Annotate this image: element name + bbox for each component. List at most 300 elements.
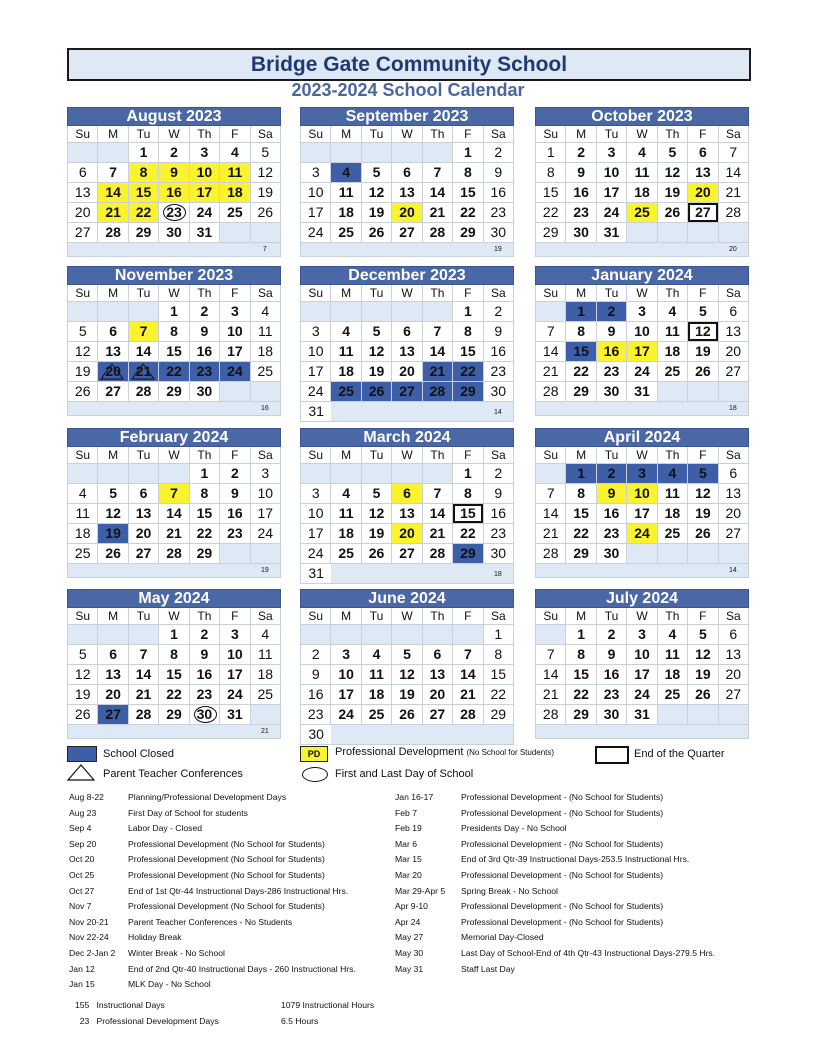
event-date: Oct 20 [69,854,95,865]
weekday-header: W [159,447,188,463]
day-cell: 16 [566,183,595,202]
weekday-header: Sa [719,447,748,463]
weekday-header: Sa [484,447,513,463]
day-cell: 20 [129,524,158,543]
month-calendar [67,266,281,416]
month-footer [67,243,281,257]
weekday-header: Tu [362,126,391,142]
day-cell: 18 [627,183,656,202]
day-cell: 4 [658,625,687,644]
month-footer [67,402,281,416]
day-cell: 11 [251,322,280,341]
month-instructional-count: 20 [728,246,737,253]
day-cell: 23 [220,524,249,543]
day-cell: 2 [484,302,513,321]
day-cell: 23 [159,203,188,222]
day-cell: 2 [220,464,249,483]
empty-cell [220,223,249,242]
month-title: December 2023 [300,266,514,285]
day-cell: 21 [536,524,565,543]
day-cell: 13 [423,665,452,684]
event-description: Professional Development (No School for Students) [128,870,325,880]
day-cell: 19 [68,685,97,704]
day-cell: 31 [301,564,331,583]
day-cell: 14 [536,504,565,523]
month-grid [535,608,749,725]
month-calendar [535,107,749,257]
weekday-header: F [688,126,717,142]
month-title: March 2024 [300,428,514,447]
day-cell: 28 [453,705,482,724]
day-cell: 16 [159,183,188,202]
day-cell: 9 [484,322,513,341]
event-description: First Day of School for students [128,807,248,818]
event-date: May 27 [395,932,424,943]
day-cell: 17 [331,685,360,704]
day-cell: 18 [658,504,687,523]
day-cell: 21 [536,362,565,381]
month-calendar [300,107,514,257]
oval-icon [302,767,328,782]
day-cell: 15 [453,342,482,361]
day-cell: 5 [688,625,717,644]
day-cell: 23 [597,362,626,381]
day-cell: 5 [362,484,391,503]
empty-cell [536,464,565,483]
empty-cell [301,625,330,644]
weekday-header: Tu [597,126,626,142]
day-cell: 10 [301,183,330,202]
day-cell: 9 [159,163,188,182]
day-cell: 7 [129,322,158,341]
empty-cell [129,625,158,644]
weekday-header: F [688,447,717,463]
day-cell: 24 [220,685,249,704]
day-cell: 24 [597,203,626,222]
event-date: Jan 15 [69,979,95,990]
event-date: Dec 2-Jan 2 [69,948,116,958]
event-description: Planning/Professional Development Days [128,792,287,802]
empty-cell [658,223,687,242]
first-last-day-oval-icon [163,204,186,221]
month-grid [300,608,514,725]
first-last-day-oval-icon [194,706,217,723]
month-footer [67,725,281,739]
day-cell: 3 [331,645,360,664]
empty-cell [251,223,280,242]
day-cell: 28 [719,203,748,222]
day-cell: 7 [423,322,452,341]
month-title: October 2023 [535,107,749,126]
day-cell: 30 [597,382,626,401]
event-date: Mar 29-Apr 5 [395,885,446,896]
day-cell: 3 [301,163,330,182]
day-cell: 12 [362,183,391,202]
day-cell: 18 [658,342,687,361]
day-cell: 3 [301,322,330,341]
day-cell: 19 [362,362,391,381]
day-cell: 29 [484,705,513,724]
event-description: Professional Development - (No School for Students) [461,916,664,927]
weekday-header: M [98,126,127,142]
day-cell: 14 [129,342,158,361]
day-cell: 24 [301,223,330,242]
day-cell: 24 [331,705,360,724]
day-cell: 2 [159,143,188,162]
month-footer [535,564,749,578]
day-cell: 20 [719,504,748,523]
day-cell: 10 [220,645,249,664]
day-cell: 2 [597,464,626,483]
day-cell: 7 [159,484,188,503]
weekday-header: Tu [129,285,158,301]
day-cell: 14 [98,183,127,202]
day-cell: 22 [566,685,595,704]
event-description: Holiday Break [128,932,182,943]
day-cell: 9 [220,484,249,503]
month-instructional-count: 14 [728,567,737,574]
weekday-header: W [159,126,188,142]
day-cell: 20 [392,524,421,543]
weekday-header: Th [658,608,687,624]
event-date: Oct 27 [69,885,95,896]
empty-cell [301,143,330,162]
legend-pd-swatch: PD [300,746,328,762]
weekday-header: F [453,285,482,301]
month-grid [300,285,514,402]
month-calendar [535,428,749,578]
weekday-header: Tu [129,447,158,463]
day-cell: 7 [423,484,452,503]
day-cell: 6 [98,645,127,664]
empty-cell [331,143,360,162]
empty-cell [301,464,330,483]
day-cell: 16 [220,504,249,523]
month-grid [535,447,749,564]
empty-cell [362,143,391,162]
day-cell: 17 [627,504,656,523]
day-cell: 24 [627,685,656,704]
empty-cell [658,705,687,724]
day-cell: 23 [190,685,219,704]
day-cell: 22 [159,362,188,381]
weekday-header: W [627,285,656,301]
day-cell: 28 [536,382,565,401]
day-cell: 9 [484,163,513,182]
day-cell: 21 [423,203,452,222]
event-description: Professional Development (No School for Students) [128,854,325,865]
day-cell: 4 [331,163,360,182]
day-cell: 13 [68,183,97,202]
day-cell: 28 [129,382,158,401]
day-cell: 2 [301,645,330,664]
day-cell: 11 [362,665,391,684]
day-cell: 30 [597,544,626,563]
event-date: Jan 16-17 [395,792,434,802]
day-cell: 16 [301,685,330,704]
day-cell: 30 [484,223,513,242]
day-cell: 25 [331,544,360,563]
day-cell: 26 [98,544,127,563]
day-cell: 29 [453,223,482,242]
event-date: Feb 7 [395,807,417,818]
day-cell: 30 [484,544,513,563]
weekday-header: W [159,285,188,301]
day-cell: 31 [627,382,656,401]
weekday-header: Th [190,447,219,463]
weekday-header: Tu [597,447,626,463]
day-cell: 30 [301,725,331,744]
day-cell: 27 [392,544,421,563]
day-cell: 4 [220,143,249,162]
event-date: Sep 4 [69,823,92,834]
event-description: Professional Development - (No School for Students) [461,901,664,912]
event-date: Nov 20-21 [69,916,109,927]
day-cell: 8 [566,645,595,664]
day-cell: 25 [362,705,391,724]
day-cell: 30 [190,705,219,724]
month-title: January 2024 [535,266,749,285]
legend-eoq-swatch [595,746,629,764]
day-cell: 5 [68,645,97,664]
day-cell: 1 [453,143,482,162]
day-cell: 20 [68,203,97,222]
month-footer [300,243,514,257]
day-cell: 7 [536,484,565,503]
day-cell: 22 [566,362,595,381]
day-cell: 1 [536,143,565,162]
day-cell: 18 [331,203,360,222]
weekday-header: Sa [251,285,280,301]
day-cell: 27 [719,362,748,381]
day-cell: 20 [392,203,421,222]
month-title: June 2024 [300,589,514,608]
day-cell: 27 [98,705,127,724]
day-cell: 16 [484,504,513,523]
day-cell: 21 [536,685,565,704]
empty-cell [453,625,482,644]
total-pd-days-label: Professional Development Days [96,1016,219,1026]
weekday-header: M [331,608,360,624]
month-grid [67,447,281,564]
day-cell: 13 [98,665,127,684]
day-cell: 18 [251,342,280,361]
day-cell: 15 [566,342,595,361]
day-cell: 25 [331,223,360,242]
event-date: Aug 8-22 [69,792,104,802]
day-cell: 2 [566,143,595,162]
day-cell: 28 [536,544,565,563]
empty-cell [658,382,687,401]
event-description: End of 3rd Qtr-39 Instructional Days-253.5 Instructional Hrs. [461,854,690,865]
day-cell: 26 [362,223,391,242]
day-cell: 24 [301,382,330,401]
day-cell: 6 [68,163,97,182]
day-cell: 14 [423,183,452,202]
day-cell: 2 [484,143,513,162]
weekday-header: W [392,126,421,142]
weekday-header: Sa [251,447,280,463]
legend-first-last-label: First and Last Day of School [335,768,474,780]
day-cell: 23 [301,705,330,724]
weekday-header: Su [536,285,565,301]
day-cell: 2 [190,625,219,644]
weekday-header: F [220,126,249,142]
day-cell: 23 [484,362,513,381]
month-calendar [300,589,514,745]
day-cell: 22 [536,203,565,222]
event-description: End of 1st Qtr-44 Instructional Days-286 Instructional Hrs. [128,885,349,896]
day-cell: 13 [129,504,158,523]
empty-cell [362,302,391,321]
month-footer [535,725,749,739]
day-cell: 8 [453,163,482,182]
day-cell: 19 [688,342,717,361]
day-cell: 27 [719,524,748,543]
day-cell: 13 [392,183,421,202]
empty-cell [688,223,717,242]
day-cell: 11 [331,342,360,361]
day-cell: 11 [331,183,360,202]
empty-cell [98,625,127,644]
day-cell: 19 [658,183,687,202]
day-cell: 28 [423,382,452,401]
weekday-header: Th [423,126,452,142]
day-cell: 12 [658,163,687,182]
total-pd-days [75,1016,219,1026]
day-cell: 15 [453,183,482,202]
day-cell: 12 [68,665,97,684]
event-date: Nov 22-24 [69,932,109,943]
day-cell: 10 [251,484,280,503]
day-cell: 3 [220,302,249,321]
day-cell: 12 [688,322,717,341]
event-date: May 30 [395,948,424,958]
day-cell: 31 [190,223,219,242]
day-cell: 29 [159,382,188,401]
month-title: April 2024 [535,428,749,447]
empty-cell [98,143,127,162]
day-cell: 28 [536,705,565,724]
day-cell: 22 [484,685,513,704]
weekday-header: Su [536,447,565,463]
day-cell: 3 [627,464,656,483]
day-cell: 20 [719,342,748,361]
day-cell: 21 [453,685,482,704]
event-description: Professional Development - (No School for Students) [461,807,664,818]
day-cell: 26 [68,705,97,724]
day-cell: 7 [536,322,565,341]
event-date: Mar 20 [395,870,422,880]
empty-cell [392,464,421,483]
weekday-header: Th [658,447,687,463]
day-cell: 2 [484,464,513,483]
month-footer [300,564,514,584]
day-cell: 7 [453,645,482,664]
day-cell: 17 [220,665,249,684]
day-cell: 25 [331,382,360,401]
day-cell: 4 [658,464,687,483]
month-instructional-count: 14 [493,409,502,416]
weekday-header: M [566,285,595,301]
event-date: Aug 23 [69,807,97,818]
day-cell: 20 [423,685,452,704]
weekday-header: Tu [362,285,391,301]
weekday-header: Sa [251,126,280,142]
total-instructional-days-label: Instructional Days [96,1000,165,1010]
day-cell: 23 [484,524,513,543]
weekday-header: W [627,608,656,624]
day-cell: 19 [688,504,717,523]
day-cell: 14 [536,665,565,684]
empty-cell [392,302,421,321]
day-cell: 6 [688,143,717,162]
month-title: February 2024 [67,428,281,447]
total-pd-days-num: 23 [79,1016,90,1026]
day-cell: 6 [392,484,421,503]
day-cell: 13 [719,322,748,341]
school-title: Bridge Gate Community School [67,48,751,81]
day-cell: 1 [159,625,188,644]
day-cell: 23 [597,685,626,704]
weekday-header: Tu [362,447,391,463]
day-cell: 1 [566,464,595,483]
weekday-header: F [220,608,249,624]
day-cell: 5 [688,464,717,483]
day-cell: 21 [423,524,452,543]
empty-cell [251,544,280,563]
day-cell: 31 [627,705,656,724]
empty-cell [68,302,97,321]
weekday-header: Sa [484,608,513,624]
day-cell: 6 [719,302,748,321]
event-date: May 31 [395,963,424,974]
day-cell: 5 [362,322,391,341]
day-cell: 10 [331,665,360,684]
day-cell: 6 [423,645,452,664]
day-cell: 19 [392,685,421,704]
day-cell: 29 [566,382,595,401]
day-cell: 18 [68,524,97,543]
day-cell: 18 [331,362,360,381]
event-description: Professional Development (No School for Students) [128,901,325,912]
day-cell: 26 [688,524,717,543]
day-cell: 13 [392,504,421,523]
month-title: September 2023 [300,107,514,126]
day-cell: 13 [719,645,748,664]
day-cell: 6 [98,322,127,341]
empty-cell [688,705,717,724]
event-description: End of 2nd Qtr-40 Instructional Days - 260 Instructional Hrs. [128,963,356,974]
day-cell: 30 [484,382,513,401]
day-cell: 16 [597,342,626,361]
day-cell: 24 [627,524,656,543]
day-cell: 31 [301,402,331,421]
day-cell: 10 [301,504,330,523]
day-cell: 30 [597,705,626,724]
day-cell: 29 [453,382,482,401]
event-date: Apr 24 [395,916,421,927]
day-cell: 22 [453,524,482,543]
empty-cell [423,302,452,321]
day-cell: 18 [331,524,360,543]
empty-cell [251,382,280,401]
day-cell: 10 [627,322,656,341]
month-footer [535,402,749,416]
event-description: Professional Development (No School for Students) [128,838,325,849]
month-grid [535,285,749,402]
day-cell: 24 [251,524,280,543]
